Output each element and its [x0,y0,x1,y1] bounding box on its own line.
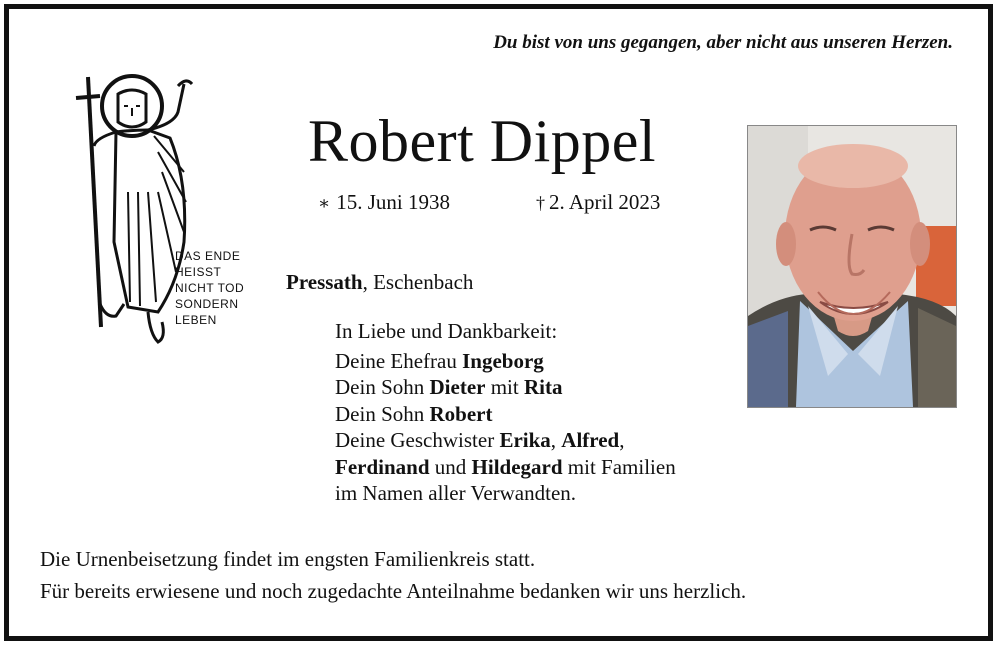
death-date [536,190,660,215]
thanks-notice: Für bereits erwiesene und noch zugedachte Anteilnahme bedanken wir uns herzlich. [40,579,747,603]
mourner-name: Alfred [561,428,620,452]
mourner-name: Rita [523,375,563,399]
mourner-connector: mit Familien [562,454,676,479]
birth-date [318,190,450,215]
mourners-intro: In Liebe und Dankbarkeit: [335,319,558,343]
mourner-name: Ferdinand [335,454,430,479]
mourner-connector: , [550,428,562,452]
mourner-line [335,454,676,481]
region: , Eschenbach [362,270,474,294]
mourner-name: Ingeborg [462,348,544,373]
mourner-name: Dieter [429,375,486,399]
mourner-relation: Dein Sohn [335,401,430,426]
motto: Du bist von uns gegangen, aber nicht aus unseren Herzen. [493,32,953,53]
town: Pressath [286,270,363,294]
burial-notice: Die Urnenbeisetzung findet im engsten Familienkreis statt. [40,547,536,571]
mourners-block [335,318,676,507]
mourner-name: Erika [499,428,551,452]
birth-star-icon: ∗ [318,193,331,213]
mourner-relation: Deine Geschwister [335,428,500,452]
mourner-name: Robert [429,401,493,426]
mourner-line [335,427,676,454]
death-date-text: 2. April 2023 [549,190,661,214]
portrait-photo [747,125,957,408]
birth-date-text: 15. Juni 1938 [336,190,450,214]
mourner-line: im Namen aller Verwandten. [335,481,577,505]
mourner-name: Hildegard [471,454,563,479]
emblem-line: SONDERN [175,297,239,311]
emblem-line: NICHT TOD [175,281,245,295]
deceased-name: Robert Dippel [308,108,657,174]
mourner-relation: Deine Ehefrau [335,348,463,373]
place-of-residence [286,270,473,295]
mourner-connector: , [619,428,625,452]
death-cross-icon: † [536,193,545,213]
emblem-inscription [175,248,244,328]
mourner-connector: mit [485,375,524,399]
mourner-line [335,374,676,401]
mourner-line [335,401,676,428]
mourner-relation: Dein Sohn [335,375,430,399]
emblem-line: LEBEN [175,313,217,327]
emblem-line: HEISST [175,265,222,279]
footer-notice [40,543,746,607]
emblem-line: DAS ENDE [175,249,241,263]
mourner-line [335,348,676,375]
mourner-connector: und [429,454,472,479]
